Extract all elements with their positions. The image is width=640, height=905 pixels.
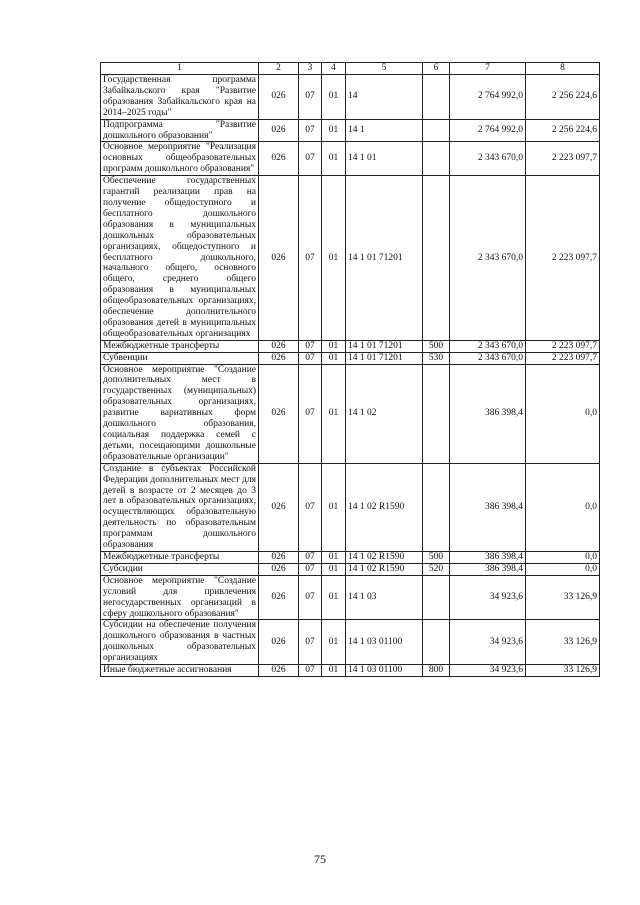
expense-type-cell: 530 — [423, 352, 450, 364]
section-code-cell: 07 — [299, 563, 322, 575]
amount-cell: 2 343 670,0 — [450, 176, 526, 341]
expense-type-cell — [423, 176, 450, 341]
section-code-cell: 07 — [299, 364, 322, 463]
subsection-code-cell: 01 — [322, 620, 346, 665]
table-header-row — [101, 63, 600, 75]
section-code-cell: 07 — [299, 620, 322, 665]
row-name-cell: Основное мероприятие "Создание условий для привлечения негосударственных организаций в сферу дошкольного образования" — [101, 575, 259, 620]
column-header: 6 — [423, 63, 450, 75]
ministry-code-cell: 026 — [259, 119, 299, 142]
amount-cell: 2 343 670,0 — [450, 352, 526, 364]
row-name-cell: Основное мероприятие "Реализация основных общеобразовательных программ дошкольного образования" — [101, 142, 259, 176]
expense-type-cell — [423, 575, 450, 620]
amount-cell: 0,0 — [526, 563, 600, 575]
amount-cell: 386 398,4 — [450, 364, 526, 463]
section-code-cell: 07 — [299, 352, 322, 364]
table-row — [101, 119, 600, 142]
amount-cell: 2 223 097,7 — [526, 352, 600, 364]
table-row — [101, 551, 600, 563]
ministry-code-cell: 026 — [259, 142, 299, 176]
column-header: 5 — [346, 63, 423, 75]
target-article-cell: 14 1 02 R1590 — [346, 563, 423, 575]
table-row — [101, 563, 600, 575]
ministry-code-cell: 026 — [259, 665, 299, 677]
subsection-code-cell: 01 — [322, 75, 346, 120]
table-body — [101, 75, 600, 677]
section-code-cell: 07 — [299, 75, 322, 120]
table-row — [101, 463, 600, 551]
amount-cell: 0,0 — [526, 364, 600, 463]
subsection-code-cell: 01 — [322, 119, 346, 142]
amount-cell: 2 223 097,7 — [526, 340, 600, 352]
column-header: 8 — [526, 63, 600, 75]
amount-cell: 33 126,9 — [526, 620, 600, 665]
column-header: 2 — [259, 63, 299, 75]
table-row — [101, 364, 600, 463]
subsection-code-cell: 01 — [322, 142, 346, 176]
target-article-cell: 14 1 03 — [346, 575, 423, 620]
target-article-cell: 14 — [346, 75, 423, 120]
column-header: 7 — [450, 63, 526, 75]
table-row — [101, 352, 600, 364]
ministry-code-cell: 026 — [259, 364, 299, 463]
ministry-code-cell: 026 — [259, 463, 299, 551]
target-article-cell: 14 1 02 R1590 — [346, 463, 423, 551]
amount-cell: 33 126,9 — [526, 665, 600, 677]
row-name-cell: Межбюджетные трансферты — [101, 340, 259, 352]
section-code-cell: 07 — [299, 575, 322, 620]
row-name-cell: Субсидии — [101, 563, 259, 575]
ministry-code-cell: 026 — [259, 75, 299, 120]
ministry-code-cell: 026 — [259, 340, 299, 352]
row-name-cell: Создание в субъектах Российской Федерации дополнительных мест для детей в возрасте от 2 месяцев до 3 лет в образовательных организациях, осуществляющих образовательную деятельность по образовательным программам дошкольного образования — [101, 463, 259, 551]
target-article-cell: 14 1 01 71201 — [346, 340, 423, 352]
table-row — [101, 176, 600, 341]
budget-table — [100, 62, 600, 677]
column-header: 3 — [299, 63, 322, 75]
amount-cell: 2 343 670,0 — [450, 142, 526, 176]
section-code-cell: 07 — [299, 463, 322, 551]
target-article-cell: 14 1 01 71201 — [346, 176, 423, 341]
amount-cell: 34 923,6 — [450, 665, 526, 677]
amount-cell: 2 223 097,7 — [526, 142, 600, 176]
subsection-code-cell: 01 — [322, 575, 346, 620]
expense-type-cell: 800 — [423, 665, 450, 677]
target-article-cell: 14 1 01 — [346, 142, 423, 176]
subsection-code-cell: 01 — [322, 563, 346, 575]
row-name-cell: Иные бюджетные ассигнования — [101, 665, 259, 677]
row-name-cell: Субвенции — [101, 352, 259, 364]
expense-type-cell — [423, 75, 450, 120]
row-name-cell: Государственная программа Забайкальского края "Развитие образования Забайкальского края на 2014–2025 годы" — [101, 75, 259, 120]
table-row — [101, 575, 600, 620]
table-row — [101, 665, 600, 677]
amount-cell: 2 764 992,0 — [450, 75, 526, 120]
subsection-code-cell: 01 — [322, 665, 346, 677]
column-header: 4 — [322, 63, 346, 75]
expense-type-cell — [423, 142, 450, 176]
section-code-cell: 07 — [299, 551, 322, 563]
expense-type-cell — [423, 364, 450, 463]
amount-cell: 34 923,6 — [450, 620, 526, 665]
subsection-code-cell: 01 — [322, 340, 346, 352]
row-name-cell: Межбюджетные трансферты — [101, 551, 259, 563]
expense-type-cell: 500 — [423, 551, 450, 563]
row-name-cell: Подпрограмма "Развитие дошкольного образования" — [101, 119, 259, 142]
subsection-code-cell: 01 — [322, 364, 346, 463]
expense-type-cell — [423, 620, 450, 665]
ministry-code-cell: 026 — [259, 551, 299, 563]
amount-cell: 2 764 992,0 — [450, 119, 526, 142]
row-name-cell: Основное мероприятие "Создание дополнительных мест в государственных (муниципальных) образовательных организациях, развитие вариативных форм дошкольного образования, социальная поддержка семей с детьми, посещающими дошкольные образовательные организации" — [101, 364, 259, 463]
table-row — [101, 142, 600, 176]
ministry-code-cell: 026 — [259, 352, 299, 364]
target-article-cell: 14 1 02 R1590 — [346, 551, 423, 563]
amount-cell: 0,0 — [526, 551, 600, 563]
row-name-cell: Обеспечение государственных гарантий реализации прав на получение общедоступного и бесплатного дошкольного образования в муниципальных дошкольных образовательных организациях, общедоступного и бесплатного дошкольного, начального общего, основного общего, среднего общего образования в муниципальных общеобразовательных организациях, обеспечение дополнительного образования детей в муниципальных общеобразовательных организациях — [101, 176, 259, 341]
subsection-code-cell: 01 — [322, 463, 346, 551]
expense-type-cell: 500 — [423, 340, 450, 352]
page-number: 75 — [314, 852, 326, 866]
amount-cell: 386 398,4 — [450, 563, 526, 575]
target-article-cell: 14 1 03 01100 — [346, 665, 423, 677]
column-header: 1 — [101, 63, 259, 75]
row-name-cell: Субсидии на обеспечение получения дошкольного образования в частных дошкольных образовательных организациях — [101, 620, 259, 665]
section-code-cell: 07 — [299, 665, 322, 677]
target-article-cell: 14 1 01 71201 — [346, 352, 423, 364]
amount-cell: 2 223 097,7 — [526, 176, 600, 341]
table-row — [101, 75, 600, 120]
expense-type-cell: 520 — [423, 563, 450, 575]
section-code-cell: 07 — [299, 142, 322, 176]
amount-cell: 2 343 670,0 — [450, 340, 526, 352]
table-row — [101, 620, 600, 665]
amount-cell: 386 398,4 — [450, 551, 526, 563]
amount-cell: 34 923,6 — [450, 575, 526, 620]
subsection-code-cell: 01 — [322, 551, 346, 563]
section-code-cell: 07 — [299, 340, 322, 352]
amount-cell: 2 256 224,6 — [526, 119, 600, 142]
subsection-code-cell: 01 — [322, 176, 346, 341]
amount-cell: 33 126,9 — [526, 575, 600, 620]
subsection-code-cell: 01 — [322, 352, 346, 364]
expense-type-cell — [423, 463, 450, 551]
ministry-code-cell: 026 — [259, 575, 299, 620]
ministry-code-cell: 026 — [259, 176, 299, 341]
target-article-cell: 14 1 03 01100 — [346, 620, 423, 665]
amount-cell: 386 398,4 — [450, 463, 526, 551]
ministry-code-cell: 026 — [259, 563, 299, 575]
target-article-cell: 14 1 — [346, 119, 423, 142]
amount-cell: 2 256 224,6 — [526, 75, 600, 120]
table-row — [101, 340, 600, 352]
ministry-code-cell: 026 — [259, 620, 299, 665]
section-code-cell: 07 — [299, 119, 322, 142]
target-article-cell: 14 1 02 — [346, 364, 423, 463]
section-code-cell: 07 — [299, 176, 322, 341]
amount-cell: 0,0 — [526, 463, 600, 551]
expense-type-cell — [423, 119, 450, 142]
